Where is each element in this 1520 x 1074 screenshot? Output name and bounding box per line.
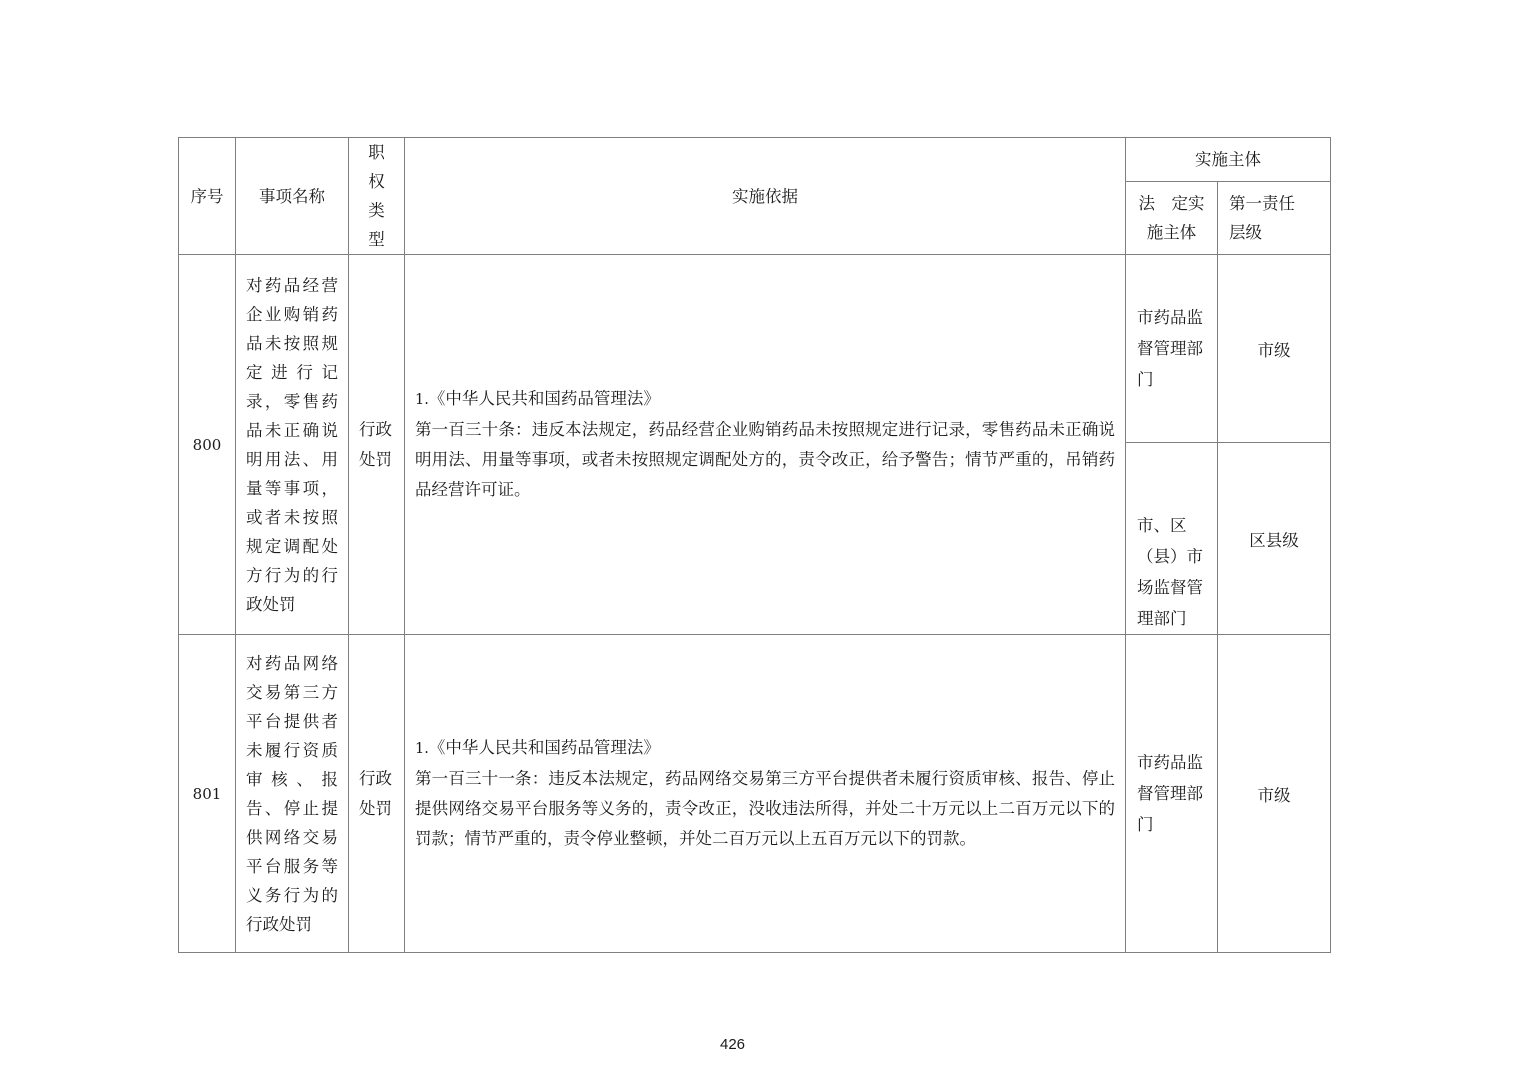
header-serial-number: 序号 — [179, 138, 236, 255]
law-article: 第一百三十条：违反本法规定，药品经营企业购销药品未按照规定进行记录，零售药品未正确说明用法、用量等事项，或者未按照规定调配处方的，责令改正，给予警告；情节严重的，吊销药品经营许可证。 — [415, 420, 1115, 499]
row-responsibility-level: 市级 — [1218, 255, 1331, 443]
table-row — [179, 255, 1331, 443]
header-legal-body — [1126, 182, 1218, 255]
law-article: 第一百三十一条：违反本法规定，药品网络交易第三方平台提供者未履行资质审核、报告、停止提供网络交易平台服务等义务的，责令改正，没收违法所得，并处二十万元以上二百万元以下的罚款；情节严重的，责令停业整顿，并处二百万元以上五百万元以下的罚款。 — [415, 769, 1115, 848]
header-primary-level-label: 第一责任层级 — [1229, 194, 1295, 243]
header-authority-type — [349, 138, 405, 255]
row-serial-number: 801 — [179, 635, 236, 953]
header-authority-type-label: 职权类型 — [368, 143, 385, 249]
header-implementing-body: 实施主体 — [1126, 138, 1331, 182]
law-number: 1. — [415, 392, 429, 408]
header-item-name: 事项名称 — [236, 138, 349, 255]
law-title-line — [415, 733, 1115, 764]
law-title: 《中华人民共和国药品管理法》 — [428, 738, 660, 757]
row-responsibility-level: 市级 — [1218, 635, 1331, 953]
row-item-name: 对药品网络交易第三方平台提供者未履行资质审核、报告、停止提供网络交易平台服务等义务行为的行政处罚 — [236, 635, 349, 953]
row-legal-basis — [405, 255, 1126, 635]
header-legal-body-label: 法 定实施主体 — [1138, 194, 1205, 243]
row-implementing-body: 市药品监督管理部门 — [1126, 255, 1218, 443]
row-serial-number: 800 — [179, 255, 236, 635]
enforcement-table — [178, 137, 1331, 953]
row-authority-type: 行政处罚 — [349, 635, 405, 953]
row-item-name: 对药品经营企业购销药品未按照规定进行记录，零售药品未正确说明用法、用量等事项，或者未按照规定调配处方行为的行政处罚 — [236, 255, 349, 635]
row-responsibility-level: 区县级 — [1218, 443, 1331, 635]
table-row — [179, 635, 1331, 953]
law-number: 1. — [415, 741, 429, 757]
law-title-line — [415, 384, 1115, 415]
row-implementing-body: 市、区（县）市场监督管理部门 — [1126, 443, 1218, 635]
page-number: 426 — [719, 1036, 746, 1053]
row-authority-type: 行政处罚 — [349, 255, 405, 635]
header-legal-basis: 实施依据 — [405, 138, 1126, 255]
row-legal-basis — [405, 635, 1126, 953]
row-implementing-body: 市药品监督管理部门 — [1126, 635, 1218, 953]
header-primary-level — [1218, 182, 1331, 255]
law-title: 《中华人民共和国药品管理法》 — [428, 389, 660, 408]
